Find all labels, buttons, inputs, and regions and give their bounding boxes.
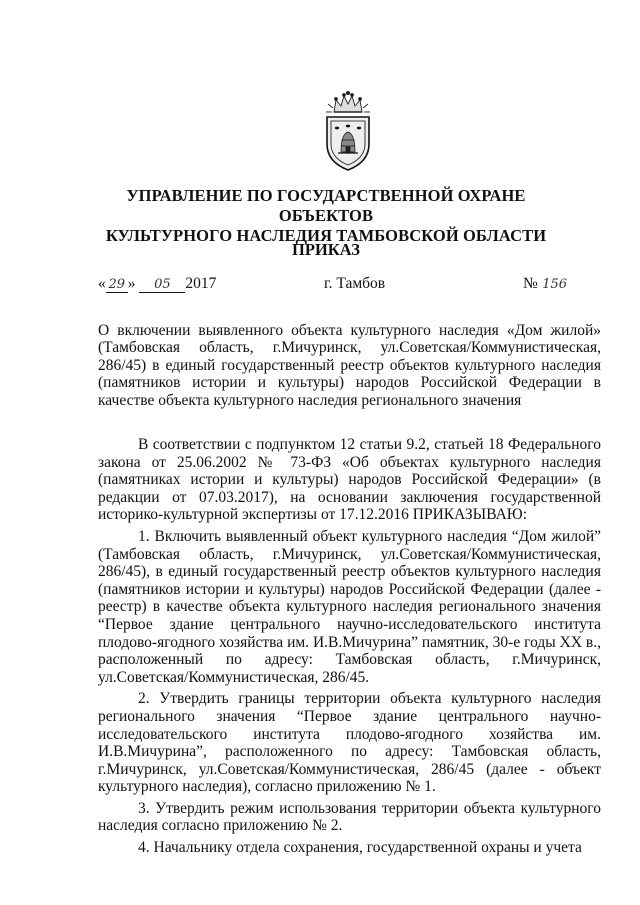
date-day-handwritten: 29 bbox=[106, 278, 128, 293]
organization-name-line-2: КУЛЬТУРНОГО НАСЛЕДИЯ ТАМБОВСКОЙ ОБЛАСТИ bbox=[105, 226, 547, 245]
order-city: г. Тамбов bbox=[324, 275, 386, 292]
body-paragraph-item-4: 4. Начальнику отдела сохранения, государственной охраны и учета bbox=[138, 839, 582, 857]
number-label: № bbox=[523, 275, 538, 292]
document-type-title: ПРИКАЗ bbox=[292, 240, 360, 259]
order-subject: О включении выявленного объекта культурного наследия «Дом жилой» (Тамбовская область, г.Мичуринск, ул.Советская/Коммунистическая, 286/45) в единый государственный реестр объектов культурного наследия (памятников истории и культуры) народов Российской Федерации в качестве объекта культурного наследия регионального значения bbox=[98, 322, 601, 409]
date-year: 2017 bbox=[185, 275, 217, 292]
body-paragraph-item-3: 3. Утвердить режим использования территории объекта культурного наследия согласно приложению № 2. bbox=[98, 799, 601, 835]
date-month-handwritten: 05 bbox=[139, 278, 185, 293]
body-paragraph-preamble: В соответствии с подпунктом 12 статьи 9.2, статьей 18 Федерального закона от 25.06.2002 № 73-ФЗ «Об объектах культурного наследия (памятниках истории и культуры) народов Российской Федерации» (в редакции от 07.03.2017), на основании заключения государственной историко-культурной экспертизы от 17.12.2016 ПРИКАЗЫВАЮ: bbox=[98, 436, 601, 524]
date-quote-open: « bbox=[98, 275, 106, 292]
organization-name bbox=[96, 186, 556, 246]
number-handwritten: 156 bbox=[542, 277, 568, 292]
order-number bbox=[523, 274, 568, 294]
order-date bbox=[98, 274, 216, 294]
order-body bbox=[98, 436, 601, 861]
organization-name-line-1: УПРАВЛЕНИЕ ПО ГОСУДАРСТВЕННОЙ ОХРАНЕ ОБЪЕКТОВ bbox=[126, 186, 526, 225]
body-paragraph-item-1: 1. Включить выявленный объект культурного наследия “Дом жилой” (Тамбовская область, г.Мичуринск, ул.Советская/Коммунистическая, 286/45), в единый государственный реестр объектов культурного наследия (памятников истории и культуры) народов Российской Федерации (далее - реестр) в качестве объекта культурного наследия регионального значения “Первое здание центрального научно-исследовательского института плодово-ягодного хозяйства им. И.В.Мичурина” памятник, 30-е годы XX в., расположенный по адресу: Тамбовская область, г.Мичуринск, ул.Советская/Коммунистическая, 286/45. bbox=[98, 527, 601, 686]
body-paragraph-item-2: 2. Утвердить границы территории объекта культурного наследия регионального значения “Первое здание центрального научно-исследовательского института плодово-ягодного хозяйства им. И.В.Мичурина”, расположенного по адресу: Тамбовская область, г.Мичуринск, ул.Советская/Коммунистическая, 286/45 (далее - объект культурного наследия), согласно приложению № 1. bbox=[98, 690, 601, 796]
date-quote-close: » bbox=[127, 275, 136, 292]
coat-of-arms-emblem bbox=[322, 90, 374, 174]
